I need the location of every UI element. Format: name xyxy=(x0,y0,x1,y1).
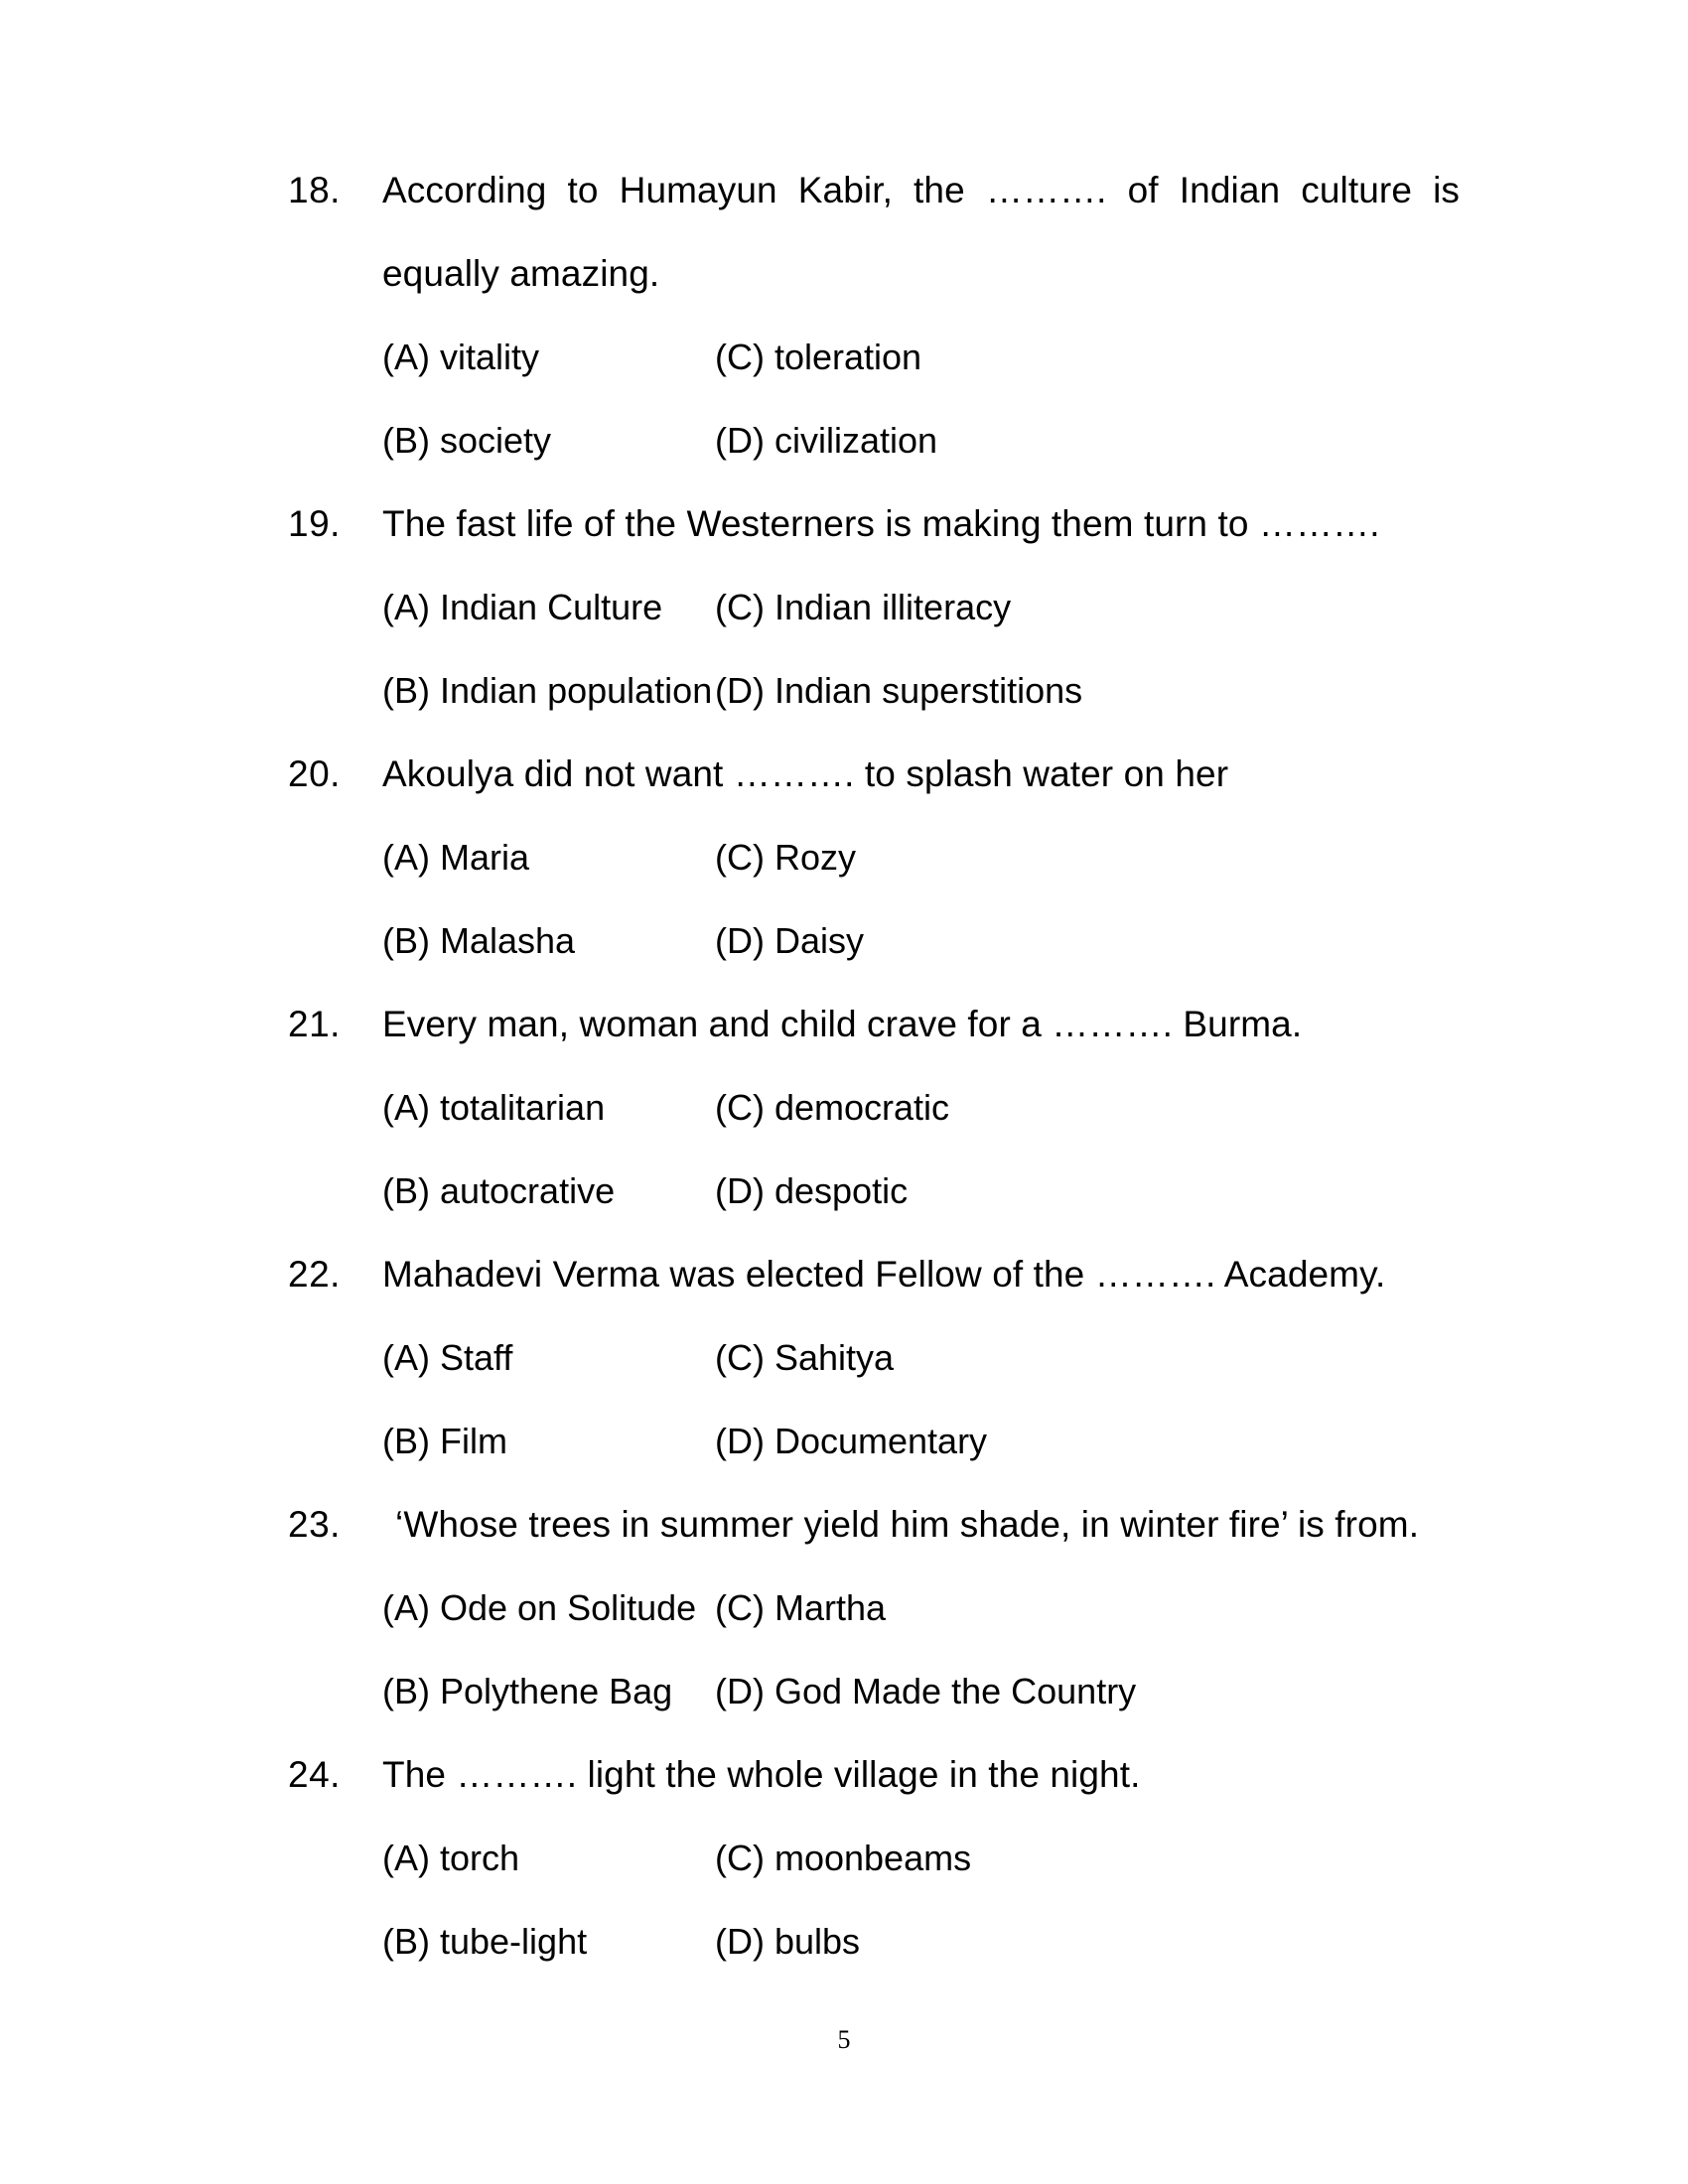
question-text: The ………. light the whole village in the night. xyxy=(382,1754,1141,1795)
option-a[interactable]: (A) Indian Culture xyxy=(382,587,663,627)
questions-container xyxy=(288,149,1460,1983)
option-b[interactable]: (B) autocrative xyxy=(382,1170,616,1211)
option-gutter xyxy=(288,1650,382,1733)
option-a[interactable]: (A) torch xyxy=(382,1838,520,1878)
option-d[interactable]: (D) Daisy xyxy=(715,920,864,961)
question-block xyxy=(288,149,1460,482)
question-stem xyxy=(288,482,1460,566)
option-b[interactable]: (B) Polythene Bag xyxy=(382,1671,673,1711)
question-text: Akoulya did not want ………. to splash water on her xyxy=(382,753,1229,794)
question-block xyxy=(288,1483,1460,1733)
option-a[interactable]: (A) Maria xyxy=(382,837,530,878)
question-number: 19. xyxy=(288,503,341,544)
option-row-ac xyxy=(288,1316,1460,1400)
option-d[interactable]: (D) Indian superstitions xyxy=(715,670,1083,711)
option-gutter xyxy=(288,1150,382,1233)
question-stem xyxy=(288,733,1460,816)
option-row-ac xyxy=(288,1066,1460,1150)
question-text: According to Humayun Kabir, the ………. of Indian culture is xyxy=(382,170,1460,210)
question-block xyxy=(288,1733,1460,1983)
option-c[interactable]: (C) moonbeams xyxy=(715,1838,972,1878)
option-row-bd xyxy=(288,1900,1460,1983)
question-text: The fast life of the Westerners is making them turn to ………. xyxy=(382,503,1380,544)
option-row-bd xyxy=(288,399,1460,482)
option-d[interactable]: (D) God Made the Country xyxy=(715,1671,1137,1711)
question-text-line2: equally amazing. xyxy=(382,253,660,294)
question-stem xyxy=(288,1233,1460,1316)
option-b[interactable]: (B) Malasha xyxy=(382,920,576,961)
question-text: Mahadevi Verma was elected Fellow of the ………. Academy. xyxy=(382,1254,1386,1295)
option-c[interactable]: (C) Sahitya xyxy=(715,1337,895,1378)
question-stem xyxy=(288,983,1460,1066)
option-gutter xyxy=(288,399,382,482)
question-number: 23. xyxy=(288,1504,341,1545)
question-text: Every man, woman and child crave for a ………. Burma. xyxy=(382,1004,1303,1044)
option-d[interactable]: (D) bulbs xyxy=(715,1921,861,1962)
option-gutter xyxy=(288,1900,382,1983)
option-row-ac xyxy=(288,1817,1460,1900)
page-number: 5 xyxy=(837,2025,851,2054)
option-row-bd xyxy=(288,899,1460,983)
option-gutter xyxy=(288,1400,382,1483)
option-gutter xyxy=(288,1817,382,1900)
question-number: 21. xyxy=(288,1004,341,1044)
option-row-ac xyxy=(288,566,1460,649)
option-row-ac xyxy=(288,1567,1460,1650)
question-block xyxy=(288,482,1460,733)
option-b[interactable]: (B) society xyxy=(382,420,552,461)
option-c[interactable]: (C) Indian illiteracy xyxy=(715,587,1012,627)
option-gutter xyxy=(288,316,382,399)
option-row-bd xyxy=(288,649,1460,733)
question-number: 24. xyxy=(288,1754,341,1795)
question-block xyxy=(288,1233,1460,1483)
option-c[interactable]: (C) Martha xyxy=(715,1587,887,1628)
option-row-bd xyxy=(288,1150,1460,1233)
question-stem-continuation xyxy=(288,232,1460,316)
option-d[interactable]: (D) civilization xyxy=(715,420,938,461)
option-a[interactable]: (A) vitality xyxy=(382,337,540,377)
option-row-ac xyxy=(288,816,1460,899)
option-c[interactable]: (C) toleration xyxy=(715,337,922,377)
question-stem xyxy=(288,149,1460,232)
option-gutter xyxy=(288,899,382,983)
question-block xyxy=(288,733,1460,983)
option-gutter xyxy=(288,566,382,649)
option-gutter xyxy=(288,1316,382,1400)
option-c[interactable]: (C) democratic xyxy=(715,1087,950,1128)
question-block xyxy=(288,983,1460,1233)
option-gutter xyxy=(288,1567,382,1650)
question-stem xyxy=(288,1733,1460,1817)
option-a[interactable]: (A) totalitarian xyxy=(382,1087,606,1128)
question-number: 18. xyxy=(288,170,341,210)
option-gutter xyxy=(288,1066,382,1150)
option-gutter xyxy=(288,816,382,899)
question-number: 20. xyxy=(288,753,341,794)
option-row-bd xyxy=(288,1650,1460,1733)
option-d[interactable]: (D) Documentary xyxy=(715,1421,988,1461)
option-a[interactable]: (A) Staff xyxy=(382,1337,513,1378)
option-row-ac xyxy=(288,316,1460,399)
question-number: 22. xyxy=(288,1254,341,1295)
option-c[interactable]: (C) Rozy xyxy=(715,837,856,878)
option-d[interactable]: (D) despotic xyxy=(715,1170,909,1211)
question-text: ‘Whose trees in summer yield him shade, in winter fire’ is from. xyxy=(395,1504,1420,1545)
option-row-bd xyxy=(288,1400,1460,1483)
option-a[interactable]: (A) Ode on Solitude xyxy=(382,1587,697,1628)
option-gutter xyxy=(288,649,382,733)
option-b[interactable]: (B) Indian population xyxy=(382,670,713,711)
question-stem xyxy=(288,1483,1460,1567)
option-b[interactable]: (B) Film xyxy=(382,1421,507,1461)
option-b[interactable]: (B) tube-light xyxy=(382,1921,588,1962)
